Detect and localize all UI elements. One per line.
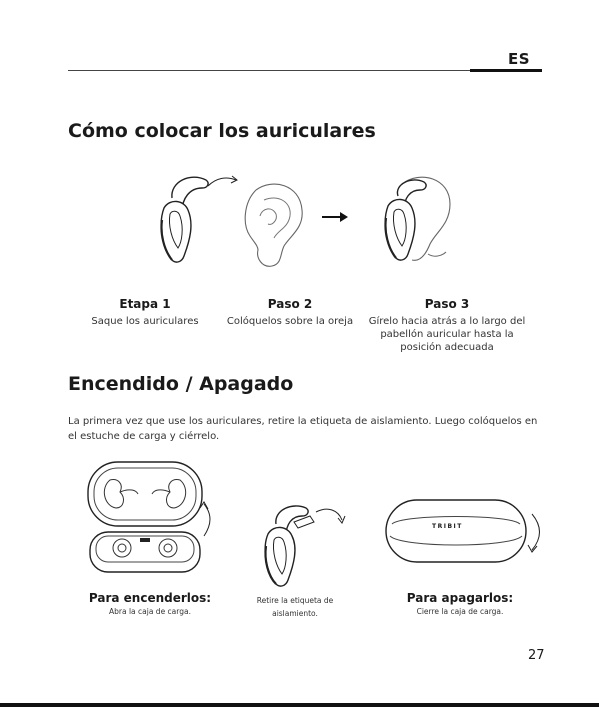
instruction-paragraph: La primera vez que use los auriculares, retire la etiqueta de aislamiento. Luego colóquelos en el estuche de carga y ciérrelo. [68,416,538,442]
caption-title: Para encenderlos: [88,591,212,605]
header-accent-rule [470,69,542,72]
bottom-rule [0,703,599,707]
step-1 [70,297,220,328]
caption-power-off [380,591,540,616]
arrow-right-icon [320,210,350,224]
rotate-arrow-path [208,178,236,186]
closed-case-illustration [382,492,547,572]
step-3 [362,297,532,354]
earbud-illustration [150,168,240,268]
step-description: Saque los auriculares [91,316,199,327]
caption-power-on [70,591,230,616]
caption-description: Abra la caja de carga. [109,607,191,616]
open-case-illustration [80,458,220,586]
close-arrow-path [532,514,540,550]
page-number: 27 [528,648,545,663]
caption-description: Cierre la caja de carga. [416,607,504,616]
step-description: Gírelo hacia atrás a lo largo del pabellón auricular hasta la posición adecuada [368,316,526,353]
step-description: Colóquelos sobre la oreja [226,316,354,327]
earbud-on-ear-illustration [372,170,462,270]
earbud-tab-illustration [258,498,353,593]
ear-illustration [238,180,310,268]
open-arrow-path [204,504,210,536]
step-2 [225,297,355,328]
caption-remove-tab: Retire la etiqueta de aislamiento. [256,596,334,618]
step-title: Etapa 1 [119,297,171,311]
caption-title: Para apagarlos: [406,591,514,605]
section-title-power: Encendido / Apagado [68,373,294,395]
isolation-tab [294,516,314,528]
step-title: Paso 2 [267,297,313,311]
language-code: ES [508,50,531,68]
section-title-wearing: Cómo colocar los auriculares [68,120,376,142]
case-brand-logo: TRIBIT [432,523,463,530]
step-title: Paso 3 [424,297,470,311]
